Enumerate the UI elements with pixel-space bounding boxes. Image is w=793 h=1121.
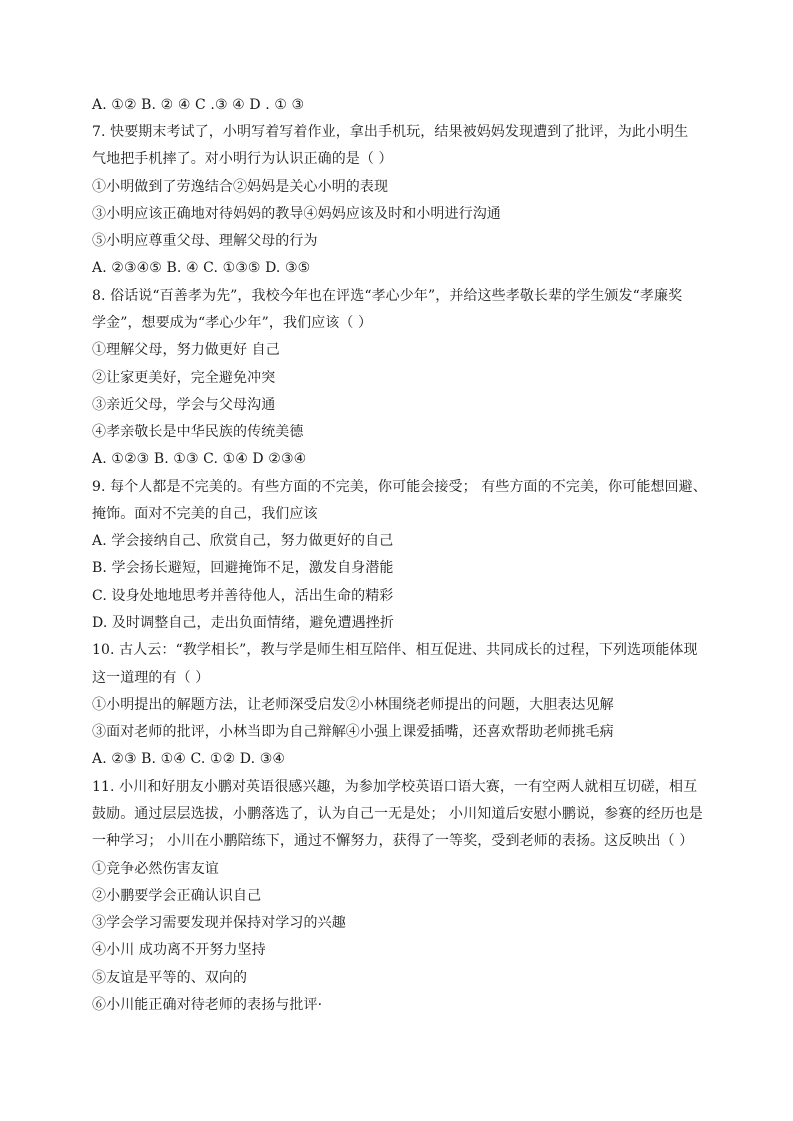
question-8-statement-1: ①理解父母，努力做更好 自己 (92, 342, 280, 358)
question-11-statement-2: ②小鹏要学会正确认识自己 (92, 888, 262, 904)
question-10-statement-34: ③面对老师的批评，小林当即为自己辩解④小强上课爱插嘴，还喜欢帮助老师挑毛病 (92, 724, 614, 740)
question-11-statement-5: ⑤友谊是平等的、双向的 (92, 970, 248, 986)
question-11-stem: 11. 小川和好朋友小鹏对英语很感兴趣，为参加学校英语口语大赛，一有空两人就相互切磋，相互 (92, 779, 698, 795)
question-10-options: A. ②③ B. ①④ C. ①② D. ③④ (92, 751, 285, 767)
question-11-statement-3: ③学会学习需要发现并保持对学习的兴趣 (92, 915, 346, 931)
question-7-statement-34: ③小明应该正确地对待妈妈的教导④妈妈应该及时和小明进行沟通 (92, 206, 501, 222)
question-7-options: A. ②③④⑤ B. ④ C. ①③⑤ D. ③⑤ (92, 260, 311, 276)
question-9-option-a: A. 学会接纳自己、欣赏自己，努力做更好的自己 (92, 533, 394, 549)
question-7-stem-cont: 气地把手机摔了。对小明行为认识正确的是（ ） (92, 151, 393, 167)
question-8-stem: 8. 俗话说“百善孝为先”，我校今年也在评选“孝心少年”，并给这些孝敬长辈的学生颁发“孝廉奖 (92, 288, 683, 304)
question-11-statement-6: ⑥小川能正确对待老师的表扬与批评· (92, 997, 323, 1013)
question-11-stem-cont-2: 一种学习； 小川在小鹏陪练下，通过不懈努力，获得了一等奖，受到老师的表扬。这反映出（ ） (92, 833, 694, 849)
question-8-options: A. ①②③ B. ①③ C. ①④ D ②③④ (92, 451, 307, 467)
question-9-stem-cont: 掩饰。面对不完美的自己，我们应该 (92, 506, 318, 522)
question-9-stem: 9. 每个人都是不完美的。有些方面的不完美，你可能会接受； 有些方面的不完美，你可能想回避、 (92, 479, 707, 495)
question-8-statement-4: ④孝亲敬长是中华民族的传统美德 (92, 424, 304, 440)
question-8-statement-3: ③亲近父母，学会与父母沟通 (92, 397, 276, 413)
question-10-stem-cont: 这一道理的有（ ） (92, 670, 210, 686)
question-8-statement-2: ②让家更美好，完全避免冲突 (92, 370, 276, 386)
question-7-statement-5: ⑤小明应尊重父母、理解父母的行为 (92, 233, 318, 249)
answer-options-q6: A. ①② B. ② ④ C .③ ④ D . ① ③ (92, 97, 305, 113)
question-9-option-c: C. 设身处地地思考并善待他人，活出生命的精彩 (92, 588, 394, 604)
question-10-stem: 10. 古人云：“教学相长”，教与学是师生相互陪伴、相互促进、共同成长的过程，下列选项能体现 (92, 642, 698, 658)
question-11-statement-4: ④小川 成功离不开努力坚持 (92, 942, 266, 958)
question-9-option-b: B. 学会扬长避短，回避掩饰不足，激发自身潜能 (92, 560, 394, 576)
question-8-stem-cont: 学金”，想要成为“孝心少年”，我们应该（ ） (92, 315, 373, 331)
question-9-option-d: D. 及时调整自己，走出负面情绪，避免遭遇挫折 (92, 615, 394, 631)
question-7-stem: 7. 快要期末考试了，小明写着写着作业，拿出手机玩，结果被妈妈发现遭到了批评，为此小明生 (92, 124, 689, 140)
question-11-statement-1: ①竞争必然伤害友谊 (92, 861, 219, 877)
question-11-stem-cont-1: 鼓励。通过层层选拔，小鹏落选了，认为自己一无是处； 小川知道后安慰小鹏说，参赛的经历也是 (92, 806, 703, 822)
question-7-statement-12: ①小明做到了劳逸结合②妈妈是关心小明的表现 (92, 179, 389, 195)
question-10-statement-12: ①小明提出的解题方法，让老师深受启发②小林围绕老师提出的问题，大胆表达见解 (92, 697, 614, 713)
